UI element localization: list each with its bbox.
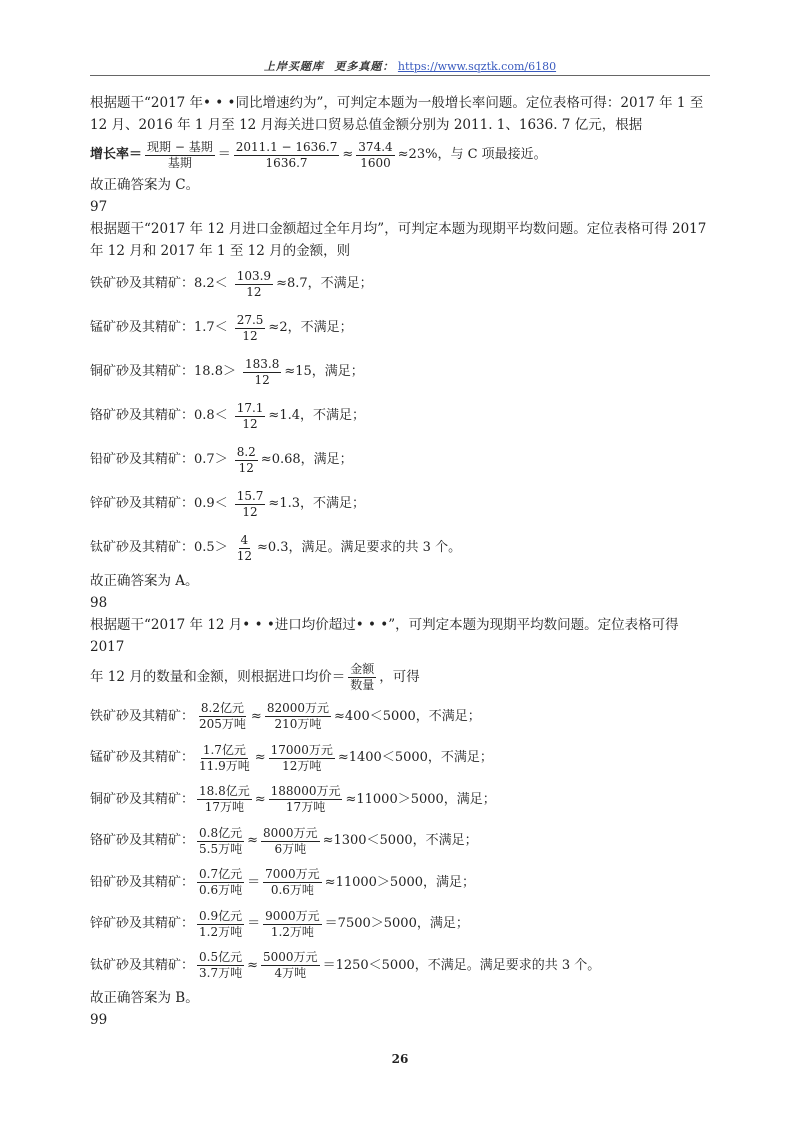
fraction-numerator: 8000万元 [263,825,318,840]
q98-intro-text-b: ，可得 [379,669,420,685]
mineral-label: 锌矿砂及其精矿： [90,916,195,932]
q97-intro-line1: 根据题干“2017 年 12 月进口金额超过全年月均”，可判定本题为现期平均数问题。定位表格可得 2017 [90,221,707,237]
mineral-label: 铁矿砂及其精矿： [90,708,195,724]
q97-answer: 故正确答案为 A。 [90,573,199,589]
header-more: 更多真题： [334,60,395,73]
fraction [234,140,340,171]
fraction [235,445,258,476]
operator-sign: ≈ [247,833,259,849]
fraction-denominator: 17万吨 [285,800,326,815]
fraction-denominator: 12 [242,328,258,343]
comparison-prefix: 1.7＜ [194,320,228,335]
mineral-label: 铅矿砂及其精矿： [90,452,195,467]
calculation-row [90,350,715,394]
comparison-result: ≈1.3，不满足； [268,496,365,511]
fraction-denominator: 210万吨 [274,717,322,732]
fraction-denominator: 数量 [350,677,375,692]
operator-sign: ≈ [254,750,266,766]
fraction-numerator: 7000万元 [265,867,320,882]
fraction-numerator: 82000万元 [266,701,330,716]
fraction-numerator: 183.8 [244,356,280,371]
fraction-denominator: 0.6万吨 [199,883,243,898]
comparison-result: ≈400＜5000，不满足； [334,708,481,724]
calculation-row [90,779,715,821]
q98-number: 98 [90,595,108,611]
comparison-result: ≈2，不满足； [268,320,353,335]
fraction-numerator: 103.9 [236,268,272,283]
fraction-denominator: 1636.7 [265,155,308,170]
fraction-denominator: 205万吨 [199,717,246,732]
page-content [90,92,715,1031]
fraction-numerator: 现期 − 基期 [147,139,213,154]
fraction-numerator: 15.7 [236,488,264,503]
calculation-row [90,821,715,863]
fraction [265,701,331,732]
fraction [235,401,266,432]
q96-answer: 故正确答案为 C。 [90,177,200,193]
operator-sign: ＝ [247,874,261,890]
fraction-numerator: 4 [240,532,249,547]
q97-number: 97 [90,199,108,215]
fraction-denominator: 12万吨 [282,758,322,773]
calculation-row [90,262,715,306]
comparison-result: ＝7500＞5000，满足； [324,916,469,932]
comparison-result: ≈15，满足； [284,364,364,379]
fraction [263,867,322,898]
fraction-denominator: 1600 [360,155,391,170]
header-divider [90,75,710,76]
comparison-prefix: 0.9＜ [194,496,228,511]
fraction-numerator: 9000万元 [265,908,320,923]
fraction [145,140,215,171]
calculation-row [90,945,715,987]
formula-label: 增长率＝ [90,147,143,162]
calculation-row [90,438,715,482]
fraction [263,909,322,940]
mineral-label: 铜矿砂及其精矿： [90,791,195,807]
fraction [269,784,343,815]
q96-intro-line1: 根据题干“2017 年• • •同比增速约为”，可判定本题为一般增长率问题。定位表格可得：2017 年 1 至 [90,95,704,111]
comparison-result: ≈0.68，满足； [260,452,353,467]
fraction-denominator: 11.9万吨 [199,758,250,773]
q98-intro-line1: 根据题干“2017 年 12 月• • •进口均价超过• • •”，可判定本题为现期平均数问题。定位表格可得 2017 [90,617,679,655]
q98-answer: 故正确答案为 B。 [90,989,199,1006]
fraction-numerator: 17.1 [236,400,264,415]
mineral-label: 铬矿砂及其精矿： [90,833,195,849]
comparison-result: ≈8.7，不满足； [276,276,373,291]
fraction-denominator: 12 [254,372,270,387]
fraction-denominator: 12 [242,504,258,519]
mineral-label: 钛矿砂及其精矿： [90,957,195,973]
fraction-denominator: 0.6万吨 [270,883,314,898]
fraction-denominator: 基期 [167,155,192,170]
calculation-row [90,696,715,738]
comparison-result: ≈1.4，不满足； [268,408,365,423]
mineral-label: 锰矿砂及其精矿： [90,750,195,766]
q98-intro-text-a: 年 12 月的数量和金额，则根据进口均价＝ [90,669,346,685]
mineral-label: 铁矿砂及其精矿： [90,276,195,291]
fraction-numerator: 0.8亿元 [199,825,243,840]
mineral-label: 铜矿砂及其精矿： [90,364,195,379]
calculation-row [90,738,715,780]
fraction-denominator: 12 [246,284,262,299]
fraction-denominator: 3.7万吨 [199,966,243,981]
comparison-result: ≈0.3，满足。满足要求的共 3 个。 [256,540,462,555]
fraction-denominator: 6万吨 [274,841,307,856]
approx-sign: ≈ [342,147,354,162]
comparison-result: ＝1250＜5000，不满足。满足要求的共 3 个。 [322,957,601,973]
calculation-row [90,862,715,904]
operator-sign: ＝ [247,916,261,932]
mineral-label: 锰矿砂及其精矿： [90,320,195,335]
header-brand: 上岸买题库 [263,60,324,73]
q97-intro-line2: 年 12 月和 2017 年 1 至 12 月的金额，则 [90,243,351,259]
comparison-prefix: 8.2＜ [194,276,228,291]
fraction [348,662,376,693]
fraction-numerator: 374.4 [358,139,393,154]
fraction [261,826,320,857]
fraction-denominator: 4万吨 [274,966,307,981]
calculation-row [90,394,715,438]
comparison-prefix: 0.8＜ [194,408,228,423]
mineral-label: 铅矿砂及其精矿： [90,874,195,890]
fraction-numerator: 8.2亿元 [200,701,245,716]
fraction [261,950,320,981]
fraction [235,489,266,520]
fraction [243,357,281,388]
fraction-denominator: 12 [236,548,252,563]
fraction [197,784,252,815]
fraction-denominator: 1.2万吨 [270,924,314,939]
fraction [197,950,244,981]
fraction-numerator: 金额 [350,661,375,676]
fraction-denominator: 12 [242,416,258,431]
q96-formula [90,138,715,172]
fraction-denominator: 17万吨 [204,800,245,815]
fraction [197,743,252,774]
fraction-denominator: 1.2万吨 [199,924,243,939]
fraction-numerator: 1.7亿元 [202,742,246,757]
fraction [197,826,244,857]
comparison-prefix: 18.8＞ [194,364,236,379]
fraction-numerator: 0.9亿元 [199,908,243,923]
q99-number: 99 [90,1011,108,1028]
comparison-prefix: 0.7＞ [194,452,228,467]
formula-tail: ≈23%，与 C 项最接近。 [397,147,547,162]
fraction [197,867,244,898]
q98-calculation-list [90,696,715,987]
fraction-numerator: 2011.1 − 1636.7 [235,139,338,154]
header-link[interactable]: https://www.sqztk.com/6180 [397,60,557,73]
fraction-numerator: 188000万元 [270,784,341,799]
page-header [110,58,710,74]
fraction-numerator: 0.7亿元 [199,867,243,882]
fraction-denominator: 12 [238,460,254,475]
fraction [235,313,266,344]
fraction-numerator: 27.5 [236,312,264,327]
mineral-label: 铬矿砂及其精矿： [90,408,195,423]
fraction [356,140,394,171]
fraction [197,701,248,732]
q98-intro-line2 [90,660,715,694]
calculation-row [90,306,715,350]
comparison-result: ≈1400＜5000，不满足； [337,750,493,766]
q96-intro-line2: 12 月、2016 年 1 月至 12 月海关进口贸易总值金额分别为 2011. 1、1636. 7 亿元，根据 [90,117,643,133]
calculation-row [90,904,715,946]
mineral-label: 锌矿砂及其精矿： [90,496,195,511]
fraction [235,269,273,300]
operator-sign: ≈ [247,957,259,973]
comparison-result: ≈1300＜5000，不满足； [322,833,478,849]
fraction [197,909,244,940]
comparison-result: ≈11000＞5000，满足； [345,791,496,807]
mineral-label: 钛矿砂及其精矿： [90,540,195,555]
operator-sign: ≈ [254,791,266,807]
fraction-numerator: 8.2 [236,444,256,459]
operator-sign: ≈ [250,708,262,724]
fraction-numerator: 5000万元 [263,950,318,965]
comparison-result: ≈11000＞5000，满足； [324,874,476,890]
equals-sign: ＝ [217,147,231,162]
q97-calculation-list [90,262,715,570]
fraction-numerator: 0.5亿元 [199,950,243,965]
fraction [235,533,254,564]
comparison-prefix: 0.5＞ [194,540,228,555]
fraction-numerator: 18.8亿元 [199,784,250,799]
calculation-row [90,526,715,570]
fraction [269,743,335,774]
page-number: 26 [391,1052,409,1066]
fraction-numerator: 17000万元 [270,742,333,757]
fraction-denominator: 5.5万吨 [199,841,243,856]
calculation-row [90,482,715,526]
